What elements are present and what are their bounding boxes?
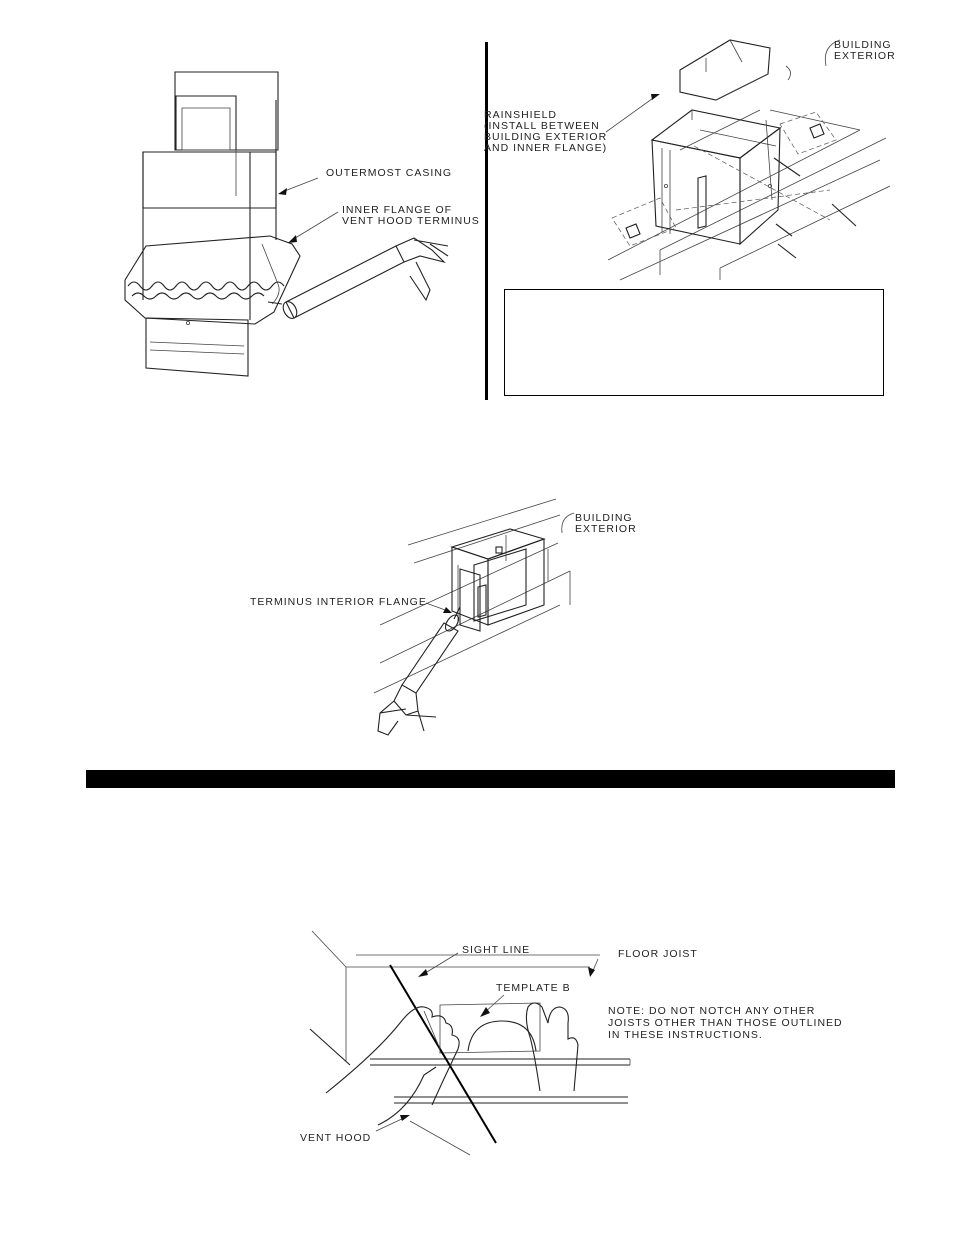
label-outermost-casing: OUTERMOST CASING: [326, 167, 453, 179]
label-building-exterior-bottom: BUILDING EXTERIOR: [575, 512, 637, 535]
label-template-b: TEMPLATE B: [496, 982, 571, 994]
label-inner-flange: INNER FLANGE OF VENT HOOD TERMINUS: [342, 204, 480, 227]
note-box: [504, 289, 884, 396]
section-header-bar: [86, 770, 895, 788]
label-rainshield: RAINSHIELD (INSTALL BETWEEN BUILDING EXTERIOR AND INNER FLANGE): [484, 109, 608, 154]
label-floor-joist: FLOOR JOIST: [618, 948, 698, 960]
casing-drawing: [0, 0, 480, 400]
figure-rainshield: [480, 0, 954, 400]
figure-outermost-casing: [0, 0, 480, 400]
label-terminus-interior-flange: TERMINUS INTERIOR FLANGE: [250, 596, 427, 608]
label-note: NOTE: DO NOT NOTCH ANY OTHER JOISTS OTHER THAN THOSE OUTLINED IN THESE INSTRUCTIONS.: [608, 1005, 843, 1041]
label-vent-hood: VENT HOOD: [300, 1132, 372, 1144]
figure-template-b: [290, 925, 850, 1155]
label-sight-line: SIGHT LINE: [462, 944, 531, 956]
label-building-exterior-top: BUILDING EXTERIOR: [834, 39, 896, 62]
figure-terminus-flange: [230, 495, 650, 745]
